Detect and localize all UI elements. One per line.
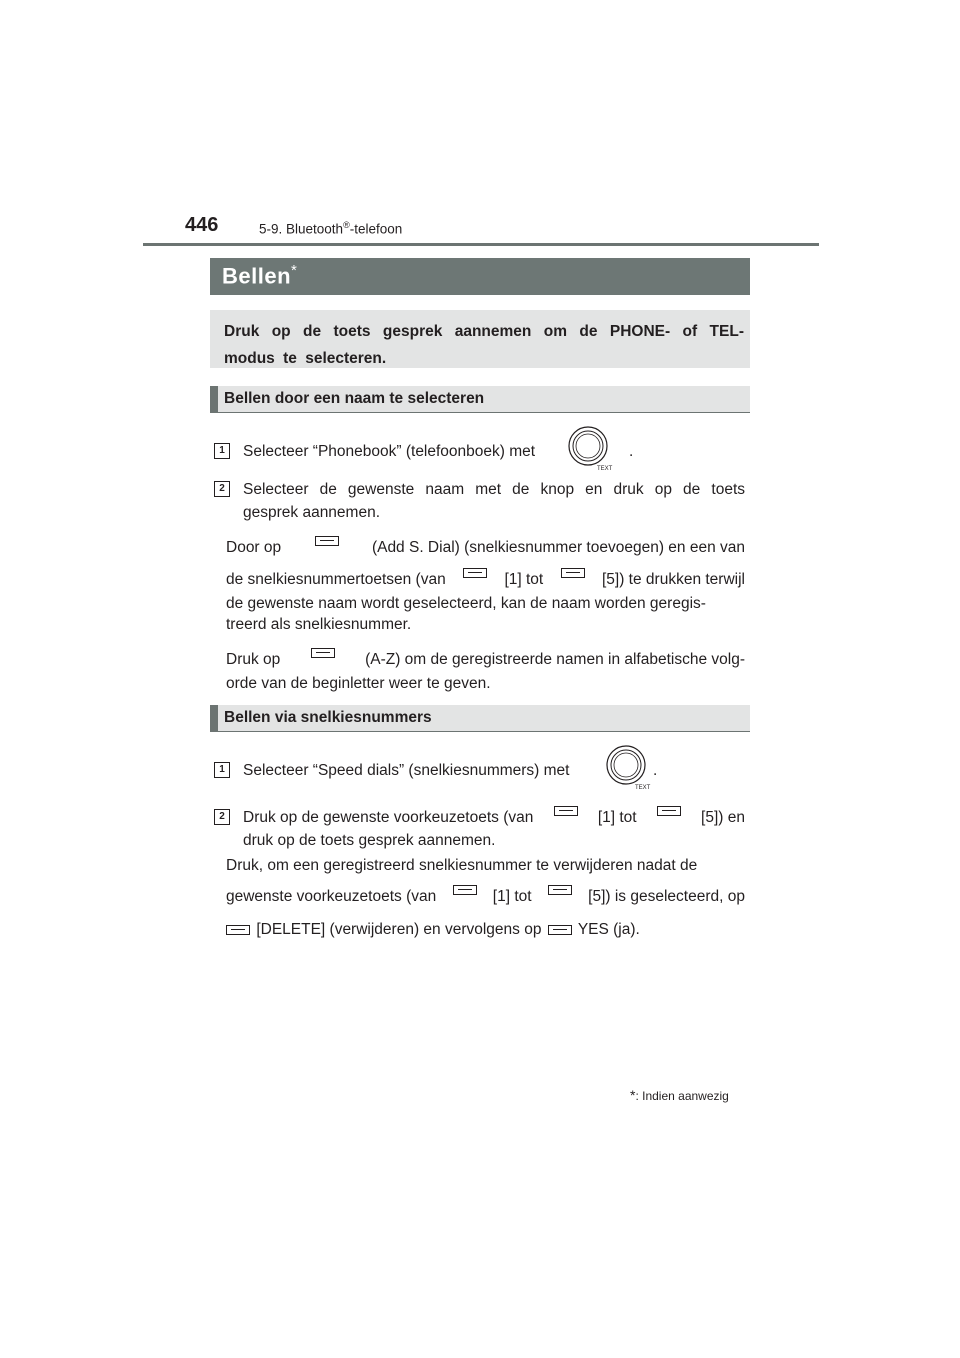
header-rule	[143, 243, 819, 246]
step-badge-1: 1	[214, 443, 230, 459]
key-button-icon	[548, 925, 572, 935]
section1-para1-line2: de snelkiesnummertoetsen (van [1] tot [5]) te drukken terwijl	[226, 568, 745, 592]
section-title: 5-9. Bluetooth®-telefoon	[259, 220, 403, 237]
section2-step2-line2: druk op de toets gesprek aannemen.	[243, 832, 496, 849]
section1-step1-text: Selecteer “Phonebook” (telefoonboek) met	[243, 443, 536, 460]
key-button-icon	[226, 925, 250, 935]
intro-text: Druk op de toets gesprek aannemen om de PHONE- of TEL-modus te selecteren.	[224, 323, 744, 367]
page-number: 446	[185, 214, 219, 236]
section1-step2-line2: gesprek aannemen.	[243, 504, 381, 521]
key-button-icon	[463, 568, 487, 578]
svg-text:TEXT: TEXT	[597, 466, 613, 472]
section1-para1-line1: Door op (Add S. Dial) (snelkiesnummer toevoegen) en een van	[226, 536, 745, 560]
step-badge-1: 1	[214, 762, 230, 778]
step-badge-2: 2	[214, 809, 230, 825]
step-badge-2: 2	[214, 481, 230, 497]
section1-step2-line1: Selecteer de gewenste naam met de knop en druk op de toets	[243, 481, 745, 498]
section2-para-line3: [DELETE] (verwijderen) en vervolgens op YES (ja).	[224, 918, 640, 942]
section2-step2-line1: Druk op de gewenste voorkeuzetoets (van [1] tot [5]) en	[243, 806, 745, 830]
section1-para1-line4: treerd als snelkiesnummer.	[226, 616, 412, 633]
section1-para2-line2: orde van de beginletter weer te geven.	[226, 675, 491, 692]
section1-heading-bar	[210, 386, 218, 413]
section1-step1-end: .	[629, 443, 634, 460]
key-button-icon	[561, 568, 585, 578]
section2-heading: Bellen via snelkiesnummers	[224, 709, 432, 726]
section2-para-line1: Druk, om een geregistreerd snelkiesnummer te verwijderen nadat de	[226, 857, 698, 874]
svg-text:TEXT: TEXT	[635, 785, 651, 791]
section1-para1-line3: de gewenste naam wordt geselecteerd, kan de naam worden geregis-	[226, 595, 706, 612]
tune-knob-icon	[605, 745, 651, 791]
section2-step1-end: .	[653, 762, 658, 779]
key-button-icon	[548, 885, 572, 895]
page-title: Bellen*	[222, 262, 298, 289]
section1-para2-line1: Druk op (A-Z) om de geregistreerde namen in alfabetische volg-	[226, 648, 745, 672]
key-button-icon	[315, 536, 339, 546]
section2-step1-text: Selecteer “Speed dials” (snelkiesnummers) met	[243, 762, 570, 779]
key-button-icon	[453, 885, 477, 895]
key-button-icon	[554, 806, 578, 816]
key-button-icon	[657, 806, 681, 816]
section1-heading: Bellen door een naam te selecteren	[224, 390, 485, 407]
section2-para-line2: gewenste voorkeuzetoets (van [1] tot [5]) is geselecteerd, op	[226, 885, 745, 909]
section2-heading-bar	[210, 705, 218, 732]
key-button-icon	[311, 648, 335, 658]
tune-knob-icon	[567, 426, 613, 472]
footnote: *: Indien aanwezig	[630, 1087, 729, 1103]
